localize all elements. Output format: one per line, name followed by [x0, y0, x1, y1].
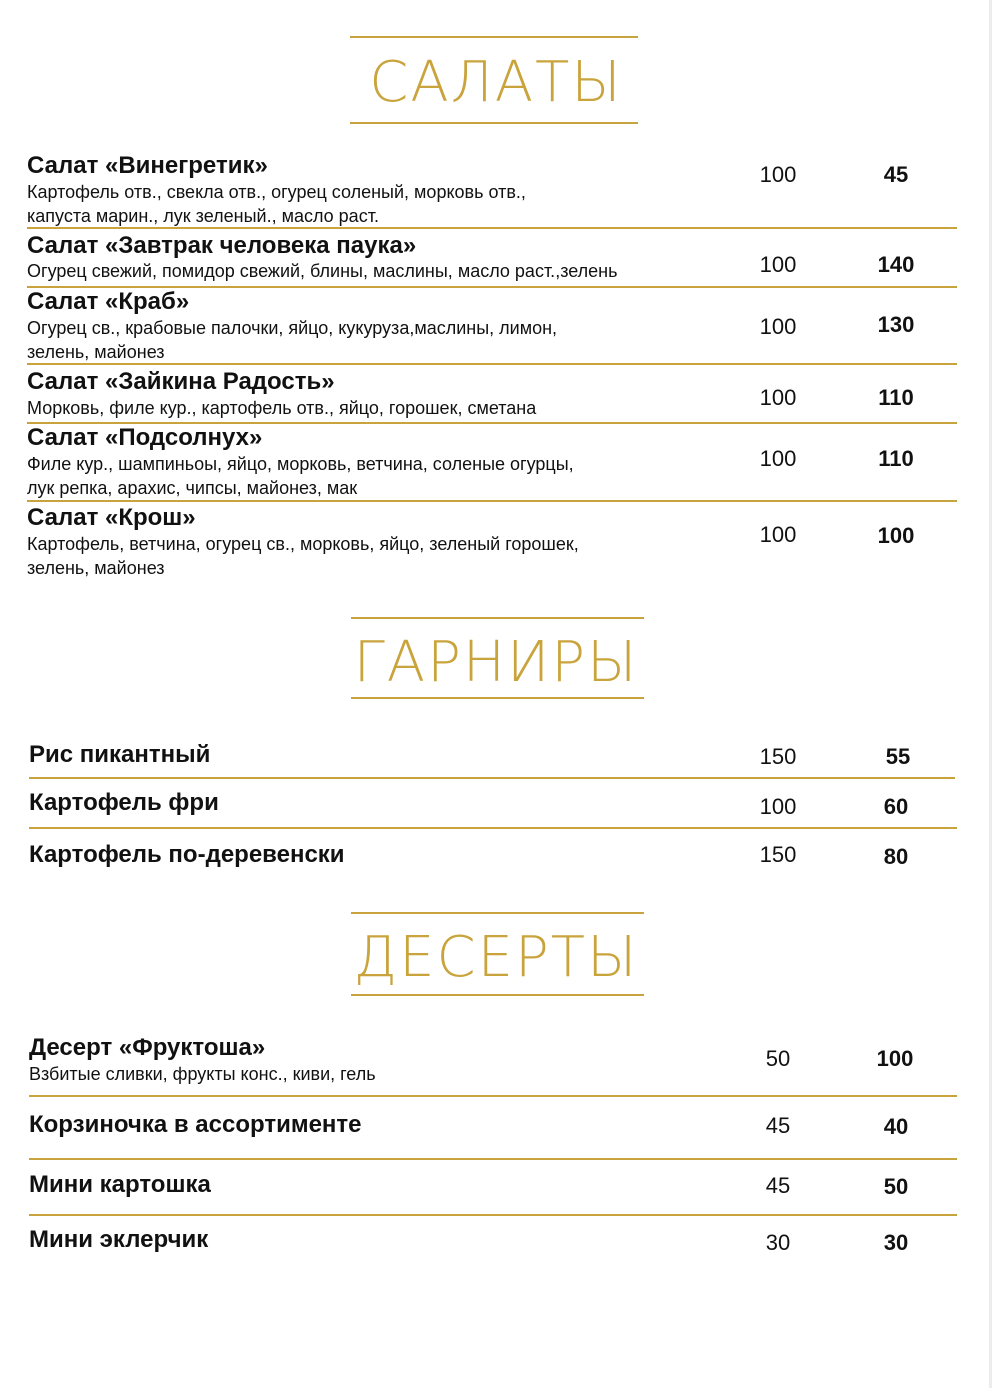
- item-weight: 150: [759, 744, 797, 769]
- item-weight: 45: [765, 1113, 791, 1138]
- item-price: 45: [883, 162, 909, 187]
- item-description: [27, 452, 574, 500]
- item-name: Мини эклерчик: [29, 1226, 209, 1253]
- item-price: 140: [877, 252, 915, 277]
- header-bottom-rule: [350, 122, 638, 124]
- item-name: Салат «Зайкина Радость»: [27, 368, 335, 395]
- item-name: Мини картошка: [29, 1171, 211, 1198]
- header-top-rule: [351, 617, 644, 619]
- header-bottom-rule: [351, 697, 644, 699]
- desc-line: Филе кур., шампиньоы, яйцо, морковь, ветчина, соленые огурцы,: [27, 454, 574, 474]
- row-separator: [29, 1158, 957, 1160]
- item-description: Взбитые сливки, фрукты конс., киви, гель: [29, 1064, 376, 1084]
- item-description: Огурец свежий, помидор свежий, блины, маслины, масло раст.,зелень: [27, 261, 618, 281]
- item-name: Картофель фри: [29, 789, 219, 816]
- header-top-rule: [350, 36, 638, 38]
- item-name: Салат «Винегретик»: [27, 152, 268, 179]
- section-title: САЛАТЫ: [369, 50, 623, 115]
- item-name: Салат «Подсолнух»: [27, 424, 263, 451]
- item-weight: 150: [759, 842, 797, 867]
- desc-line: Картофель, ветчина, огурец св., морковь, яйцо, зеленый горошек,: [27, 534, 579, 554]
- section-title: ГАРНИРЫ: [353, 630, 639, 695]
- item-weight: 100: [759, 314, 797, 339]
- item-name: Корзиночка в ассортименте: [29, 1111, 362, 1138]
- item-price: 50: [883, 1174, 909, 1199]
- row-separator: [29, 1095, 957, 1097]
- item-price: 100: [876, 1046, 914, 1071]
- row-separator: [27, 227, 957, 229]
- desc-line: лук репка, арахис, чипсы, майонез, мак: [27, 478, 358, 498]
- item-price: 40: [883, 1114, 909, 1139]
- section-title: ДЕСЕРТЫ: [353, 925, 639, 990]
- desc-line: Картофель отв., свекла отв., огурец соленый, морковь отв.,: [27, 182, 526, 202]
- row-separator: [29, 1214, 957, 1216]
- row-separator: [29, 777, 955, 779]
- item-weight: 100: [759, 446, 797, 471]
- row-separator: [29, 827, 957, 829]
- item-weight: 100: [759, 162, 797, 187]
- item-price: 130: [877, 312, 915, 337]
- item-name: Салат «Краб»: [27, 288, 190, 315]
- item-price: 80: [883, 844, 909, 869]
- item-weight: 100: [759, 385, 797, 410]
- item-weight: 45: [765, 1173, 791, 1198]
- item-price: 100: [877, 523, 915, 548]
- item-weight: 100: [759, 794, 797, 819]
- item-name: Картофель по-деревенски: [29, 841, 345, 868]
- desc-line: зелень, майонез: [27, 558, 165, 578]
- item-name: Салат «Крош»: [27, 504, 196, 531]
- item-description: [27, 532, 579, 580]
- item-name: Десерт «Фруктоша»: [29, 1034, 266, 1061]
- desc-line: зелень, майонез: [27, 342, 165, 362]
- item-weight: 30: [765, 1230, 791, 1255]
- item-weight: 100: [759, 522, 797, 547]
- row-separator: [27, 363, 957, 365]
- item-price: 55: [885, 744, 911, 769]
- item-price: 30: [883, 1230, 909, 1255]
- item-weight: 50: [765, 1046, 791, 1071]
- desc-line: капуста марин., лук зеленый., масло раст.: [27, 206, 379, 226]
- item-price: 110: [878, 446, 914, 471]
- header-top-rule: [351, 912, 644, 914]
- desc-line: Огурец св., крабовые палочки, яйцо, кукуруза,маслины, лимон,: [27, 318, 558, 338]
- item-description: [27, 180, 526, 228]
- item-name: Рис пикантный: [29, 741, 211, 768]
- row-separator: [27, 500, 957, 502]
- item-description: [27, 316, 557, 364]
- item-name: Салат «Завтрак человека паука»: [27, 232, 417, 259]
- item-price: 60: [883, 794, 909, 819]
- item-price: 110: [878, 385, 914, 410]
- item-weight: 100: [759, 252, 797, 277]
- item-description: Морковь, филе кур., картофель отв., яйцо, горошек, сметана: [27, 398, 537, 418]
- header-bottom-rule: [351, 994, 644, 996]
